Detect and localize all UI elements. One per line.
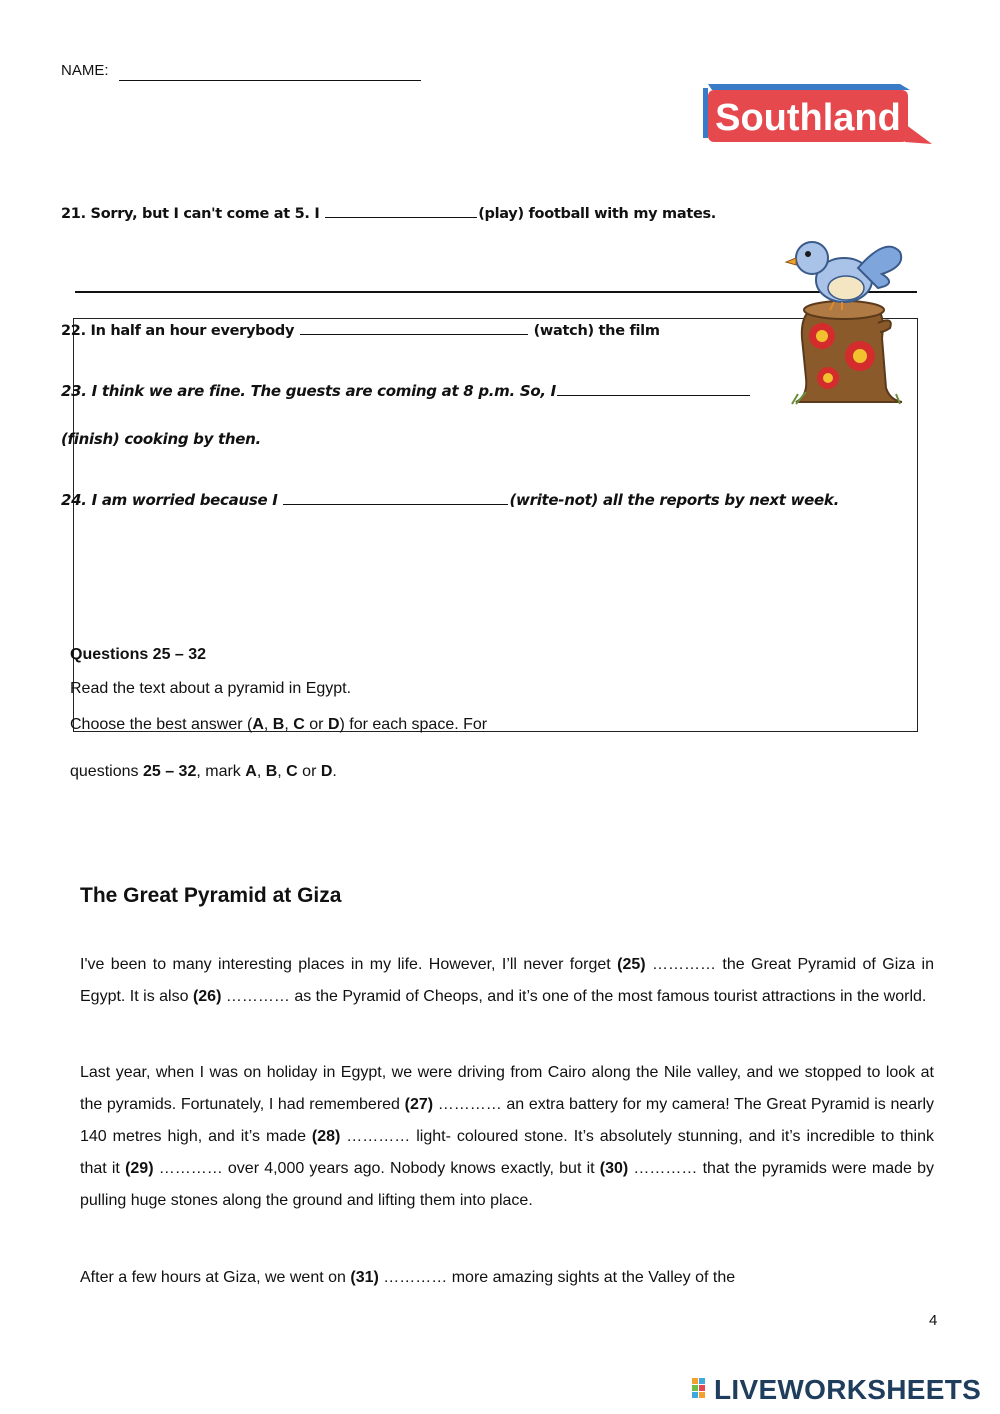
gap-26-number: (26) xyxy=(192,988,222,1005)
question-23 xyxy=(61,382,751,400)
q24-text-after: (write-not) all the reports by next week. xyxy=(509,491,839,509)
southland-logo xyxy=(700,80,936,148)
article-paragraph-1 xyxy=(80,949,934,1013)
p1-text-c: as the Pyramid of Cheops, and it’s one of the most famous tourist attractions in the world. xyxy=(294,988,927,1005)
choose-text-after: ) for each space. For xyxy=(339,716,488,733)
brand-text: LIVEWORKSHEETS xyxy=(714,1374,982,1405)
mark-option-c: C xyxy=(286,763,298,780)
mark-word: , mark xyxy=(196,763,241,780)
q23-text-before: I think we are fine. The guests are coming at 8 p.m. So, I xyxy=(91,382,556,400)
p2-text-b: an extra battery for my camera! The Great Pyramid is nearly 140 metres high, and it’s made xyxy=(80,1096,935,1145)
option-b: B xyxy=(272,716,285,733)
page-number: 4 xyxy=(929,1312,938,1329)
option-c: C xyxy=(293,716,305,733)
q24-text-before: I am worried because I xyxy=(91,491,278,509)
q23-number: 23. xyxy=(61,382,87,400)
mark-option-a: A xyxy=(245,763,257,780)
instruction-read: Read the text about a pyramid in Egypt. xyxy=(70,680,352,697)
article-paragraph-3 xyxy=(80,1262,880,1294)
q21-text-after: (play) football with my mates. xyxy=(478,206,717,222)
gap-26-blank[interactable]: ………… xyxy=(225,988,290,1005)
gap-30-blank[interactable]: ………… xyxy=(633,1160,698,1177)
mark-option-b: B xyxy=(265,763,278,780)
liveworksheets-icon xyxy=(692,1378,712,1408)
gap-25-number: (25) xyxy=(617,956,646,973)
gap-28-number: (28) xyxy=(311,1128,341,1145)
article-title: The Great Pyramid at Giza xyxy=(80,884,342,907)
p2-text-d: over 4,000 years ago. Nobody knows exactly, but it xyxy=(227,1160,595,1177)
q22-number: 22. xyxy=(61,323,86,339)
mark-option-d: D xyxy=(320,763,333,780)
gap-28-blank[interactable]: ………… xyxy=(346,1128,411,1145)
q23-text-after: (finish) cooking by then. xyxy=(61,430,261,448)
option-a: A xyxy=(252,716,264,733)
instruction-choose: Choose the best answer (A, B, C or D) for each space. For xyxy=(70,716,488,733)
q23-answer-blank[interactable] xyxy=(557,394,750,396)
liveworksheets-brand xyxy=(692,1372,992,1408)
p1-text-b: the Great Pyramid of Giza in Egypt. It is also xyxy=(80,956,935,1005)
instruction-mark: questions 25 – 32, mark A, B, C or D. xyxy=(70,763,337,780)
p2-text-e: that the pyramids were made by pulling huge stones along the ground and lifting them into place. xyxy=(80,1160,934,1209)
gap-27-blank[interactable]: ………… xyxy=(437,1096,502,1113)
p1-text-a: I've been to many interesting places in my life. However, I’ll never forget xyxy=(80,956,611,973)
q21-text-before: Sorry, but I can't come at 5. I xyxy=(90,206,320,222)
p2-text-c: light- coloured stone. It’s absolutely stunning, and it’s incredible to think that it xyxy=(80,1128,934,1177)
logo-text: Southland xyxy=(715,97,901,139)
question-21 xyxy=(61,206,716,222)
gap-29-blank[interactable]: ………… xyxy=(158,1160,223,1177)
or-word: or xyxy=(309,716,324,733)
gap-31-blank[interactable]: ………… xyxy=(383,1269,448,1286)
question-24 xyxy=(61,491,839,509)
article-paragraph-2 xyxy=(80,1057,934,1217)
mark-or-word: or xyxy=(302,763,317,780)
name-label: NAME: xyxy=(61,62,109,79)
q22-text-after: (watch) the film xyxy=(533,323,660,339)
questions-word: questions xyxy=(70,763,139,780)
p3-text-b: more amazing sights at the Valley of the xyxy=(451,1269,736,1286)
q24-number: 24. xyxy=(61,491,87,509)
bird-on-stump-illustration xyxy=(782,228,912,408)
p2-text-a: Last year, when I was on holiday in Egypt, we were driving from Cairo along the Nile valley, and we stopped to look at the pyramids. Fortunately, I had remembered xyxy=(80,1064,934,1113)
q22-answer-blank[interactable] xyxy=(300,333,528,335)
choose-text-before: Choose the best answer ( xyxy=(70,716,253,733)
q21-answer-blank[interactable] xyxy=(325,216,477,218)
gap-25-blank[interactable]: ………… xyxy=(651,956,716,973)
questions-heading: Questions 25 – 32 xyxy=(70,646,207,663)
q22-text-before: In half an hour everybody xyxy=(90,323,295,339)
question-22 xyxy=(61,323,660,339)
option-d: D xyxy=(327,716,340,733)
gap-27-number: (27) xyxy=(404,1096,434,1113)
question-range: 25 – 32 xyxy=(142,763,197,780)
gap-31-number: (31) xyxy=(350,1269,379,1286)
p3-text-a: After a few hours at Giza, we went on xyxy=(80,1269,346,1286)
name-input-line[interactable] xyxy=(119,80,421,81)
q21-number: 21. xyxy=(61,206,86,222)
q24-answer-blank[interactable] xyxy=(283,503,508,505)
gap-29-number: (29) xyxy=(125,1160,154,1177)
gap-30-number: (30) xyxy=(599,1160,629,1177)
